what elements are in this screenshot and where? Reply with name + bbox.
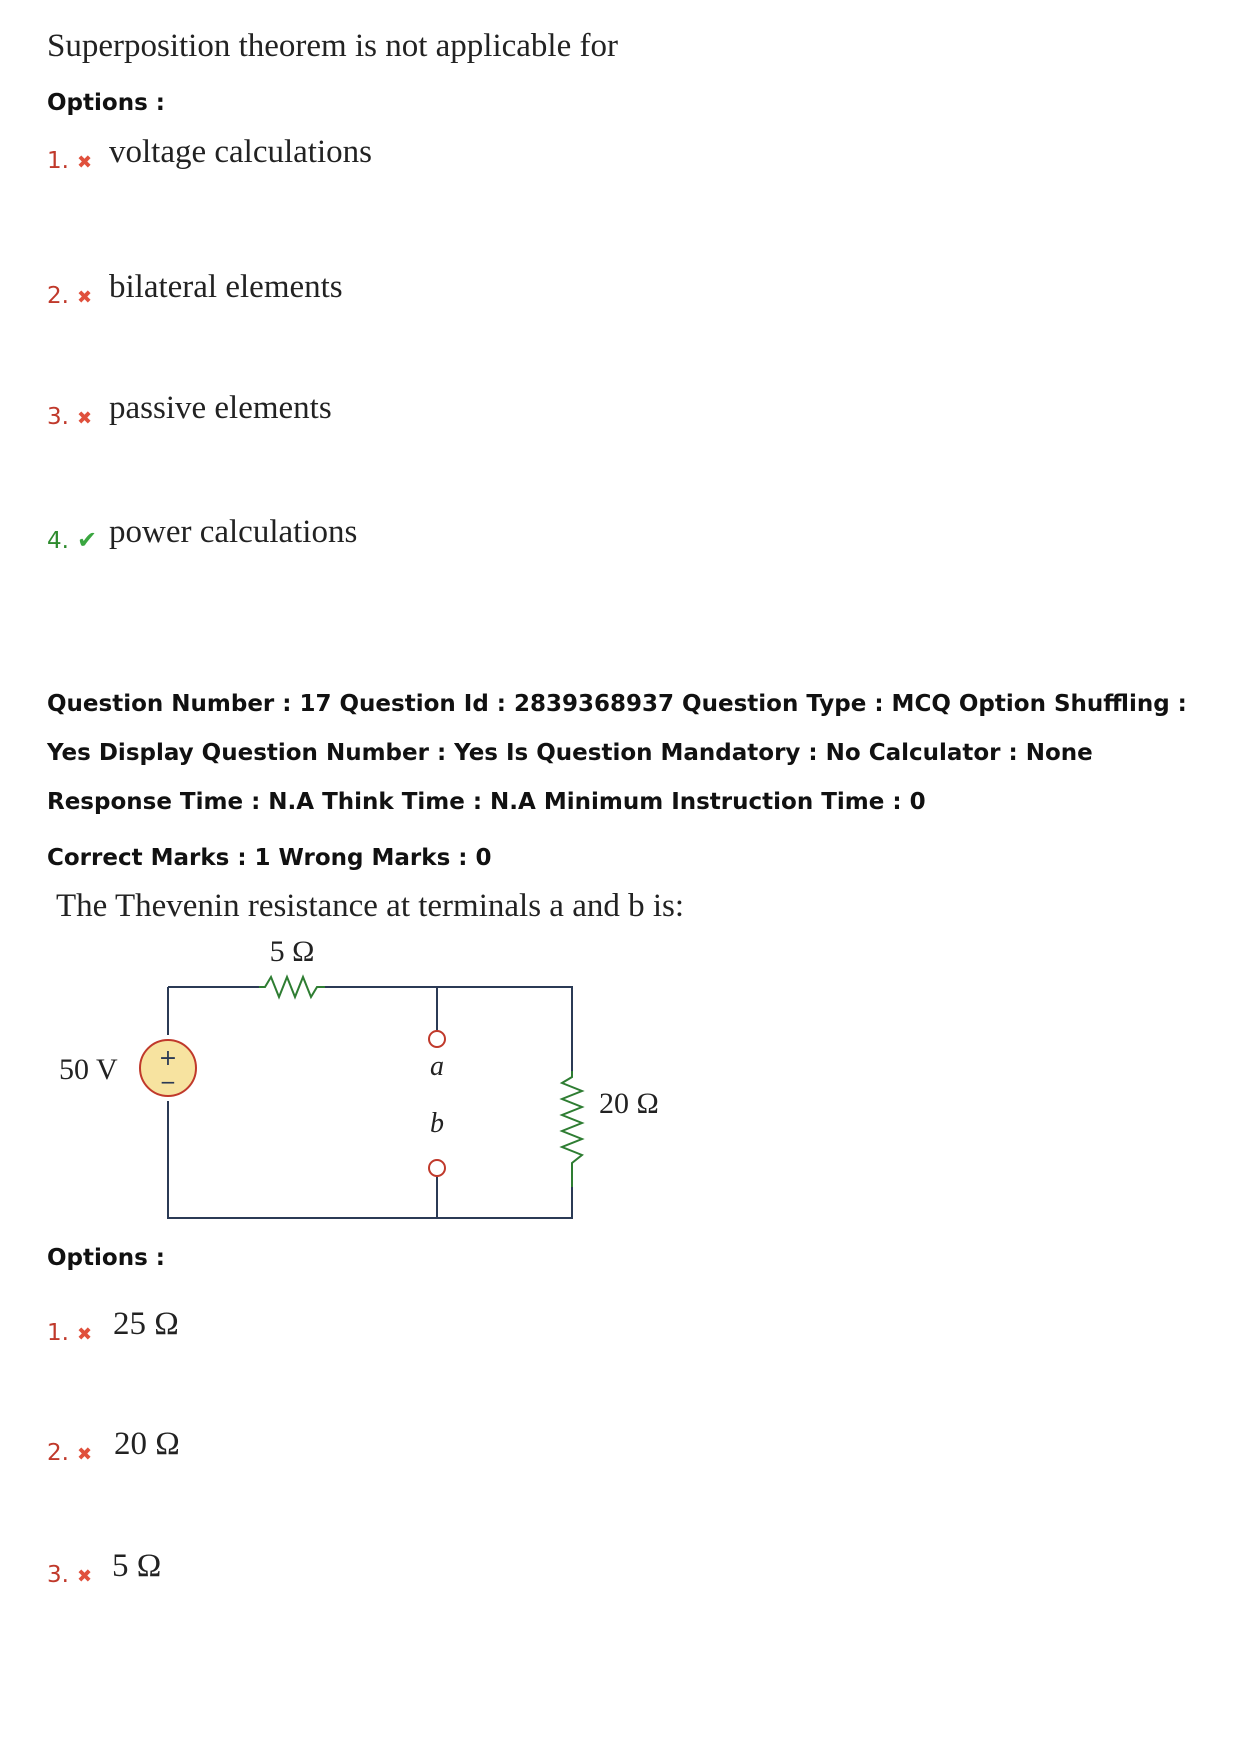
option-number: 2.	[47, 283, 69, 309]
resistor-20-ohm	[562, 1071, 582, 1187]
cross-icon: ✖	[77, 1444, 93, 1465]
terminal-a-label: a	[430, 1051, 444, 1082]
option-number: 4.	[47, 528, 69, 554]
question-text: The Thevenin resistance at terminals a and b is:	[56, 888, 685, 924]
option-text: voltage calculations	[109, 134, 372, 170]
option-text: 5 Ω	[112, 1548, 162, 1584]
option-text: passive elements	[109, 390, 332, 426]
cross-icon: ✖	[77, 152, 93, 173]
source-plus: +	[158, 1046, 178, 1071]
terminal-b-node	[429, 1160, 445, 1176]
check-icon: ✔	[77, 526, 98, 554]
option-number: 3.	[47, 404, 69, 430]
terminal-a-node	[429, 1031, 445, 1047]
options-heading: Options :	[47, 1245, 165, 1271]
question-text: Superposition theorem is not applicable for	[47, 28, 618, 64]
cross-icon: ✖	[77, 408, 93, 429]
wire-left-bottom	[168, 1101, 572, 1218]
cross-icon: ✖	[77, 287, 93, 308]
resistor-5-ohm-label: 5 Ω	[269, 935, 315, 968]
wire-top-right	[325, 987, 572, 1071]
option-number: 1.	[47, 148, 69, 174]
question-metadata: Question Number : 17 Question Id : 2839368937 Question Type : MCQ Option Shuffling : Yes Display Question Number : Yes Is Question Mandatory : No Calculator : None Response Time : N.A Think Time : N.A Minimum Instruction Time : 0	[47, 691, 1187, 815]
option-text: 20 Ω	[114, 1426, 180, 1462]
source-minus: −	[159, 1070, 177, 1094]
option-number: 1.	[47, 1320, 69, 1346]
option-number: 3.	[47, 1562, 69, 1588]
option-text: power calculations	[109, 514, 358, 550]
option-text: bilateral elements	[109, 269, 343, 305]
option-number: 2.	[47, 1440, 69, 1466]
source-label: 50 V	[59, 1053, 118, 1086]
resistor-5-ohm	[259, 977, 325, 997]
marks-info: Correct Marks : 1 Wrong Marks : 0	[47, 845, 492, 871]
circuit-diagram	[47, 925, 687, 1225]
terminal-b-label: b	[430, 1108, 444, 1139]
cross-icon: ✖	[77, 1324, 93, 1345]
cross-icon: ✖	[77, 1566, 93, 1587]
option-text: 25 Ω	[113, 1306, 179, 1342]
resistor-20-ohm-label: 20 Ω	[599, 1087, 659, 1120]
options-heading: Options :	[47, 90, 165, 116]
